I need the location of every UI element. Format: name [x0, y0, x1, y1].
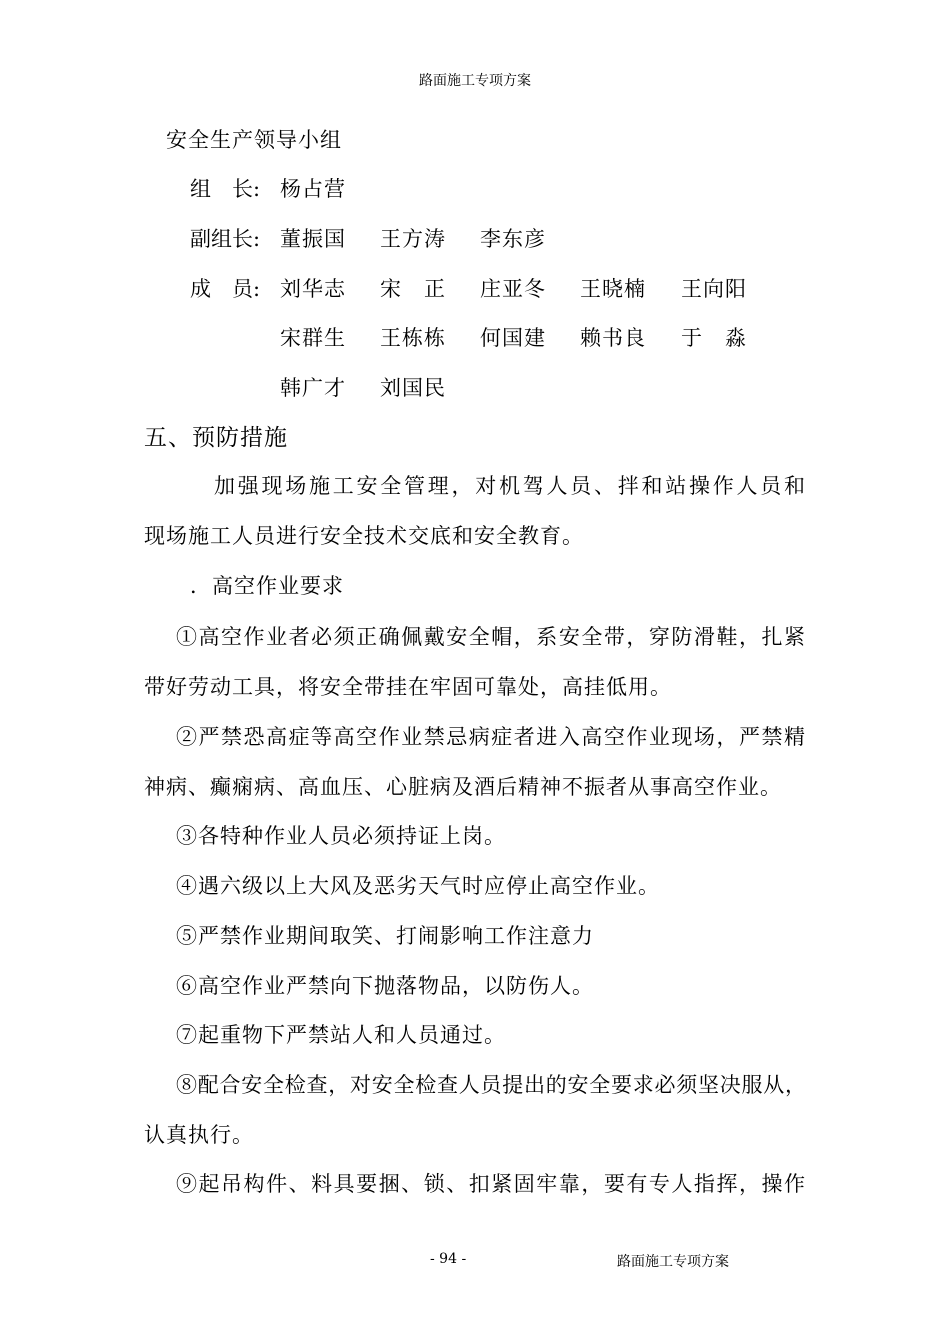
member-name: 韩广才 — [280, 376, 346, 400]
member-name: 王晓楠 — [580, 277, 646, 301]
list-item-line: ②严禁恐高症等高空作业禁忌病症者进入高空作业现场，严禁精 — [176, 725, 806, 749]
members-label: 成 员: — [190, 277, 261, 301]
list-item-line: 认真执行。 — [144, 1123, 254, 1147]
member-name: 王向阳 — [681, 277, 747, 301]
list-item: ⑦起重物下严禁站人和人员通过。 — [176, 1023, 506, 1047]
leader-label: 组 长: — [190, 177, 261, 201]
member-name: 于 淼 — [681, 326, 747, 350]
page-header-title: 路面施工专项方案 — [419, 73, 531, 89]
member-name: 何国建 — [480, 326, 546, 350]
member-name: 宋 正 — [380, 277, 446, 301]
list-item-line: ⑧配合安全检查，对安全检查人员提出的安全要求必须坚决服从， — [176, 1073, 806, 1097]
deputy-name: 王方涛 — [380, 227, 446, 251]
member-name: 庄亚冬 — [480, 277, 546, 301]
list-item: ⑤严禁作业期间取笑、打闹影响工作注意力 — [176, 924, 594, 948]
sub-heading: ．高空作业要求 — [190, 574, 344, 598]
member-name: 刘国民 — [380, 376, 446, 400]
member-name: 赖书良 — [580, 326, 646, 350]
paragraph-line: 现场施工人员进行安全技术交底和安全教育。 — [144, 524, 584, 548]
list-item-line: 带好劳动工具，将安全带挂在牢固可靠处，高挂低用。 — [144, 675, 672, 699]
deputy-label: 副组长: — [190, 227, 261, 251]
leadership-heading: 安全生产领导小组 — [166, 128, 342, 152]
list-item: ⑥高空作业严禁向下抛落物品，以防伤人。 — [176, 974, 594, 998]
list-item-line: 神病、癫痫病、高血压、心脏病及酒后精神不振者从事高空作业。 — [144, 775, 782, 799]
deputy-name: 李东彦 — [480, 227, 546, 251]
footer-title: 路面施工专项方案 — [617, 1254, 729, 1270]
paragraph-line: 加强现场施工安全管理，对机驾人员、拌和站操作人员和 — [214, 474, 806, 498]
list-item: ③各特种作业人员必须持证上岗。 — [176, 824, 506, 848]
page-number: - 94 - — [430, 1251, 467, 1267]
deputy-name: 董振国 — [280, 227, 346, 251]
member-name: 王栋栋 — [380, 326, 446, 350]
member-name: 刘华志 — [280, 277, 346, 301]
list-item: ④遇六级以上大风及恶劣天气时应停止高空作业。 — [176, 874, 660, 898]
list-item-line: ①高空作业者必须正确佩戴安全帽，系安全带，穿防滑鞋，扎紧 — [176, 625, 806, 649]
list-item-line: ⑨起吊构件、料具要捆、锁、扣紧固牢靠，要有专人指挥，操作 — [176, 1172, 806, 1196]
member-name: 宋群生 — [280, 326, 346, 350]
leader-name: 杨占营 — [280, 177, 346, 201]
section-heading: 五、预防措施 — [144, 425, 288, 451]
